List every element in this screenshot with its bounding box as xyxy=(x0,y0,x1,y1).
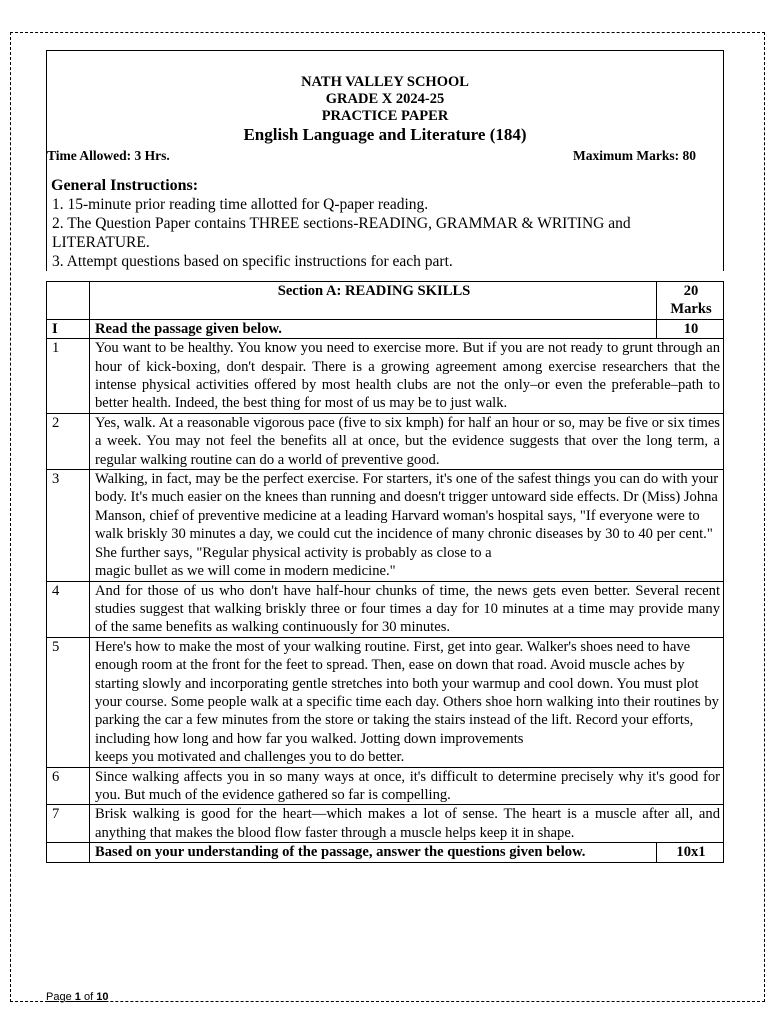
paragraph-text-continued: keeps you motivated and challenges you to do better. xyxy=(95,749,405,766)
question-table xyxy=(46,281,724,863)
paragraph-text: Brisk walking is good for the heart—which makes a lot of sense. The heart is a muscle after all, and anything that makes the blood flow faster through a muscle helps keep it in shape. xyxy=(90,805,724,843)
paragraph-number: 5 xyxy=(47,637,90,767)
page-number: 1 xyxy=(74,991,81,1003)
paragraph-number: 3 xyxy=(47,470,90,581)
paper-type: PRACTICE PAPER xyxy=(321,108,449,124)
question-marks: 10 xyxy=(657,319,724,338)
page-footer xyxy=(46,991,108,1003)
paragraph-cell xyxy=(90,637,724,767)
final-question-row xyxy=(47,843,724,862)
final-question-marks: 10x1 xyxy=(657,843,724,862)
paragraph-number: 7 xyxy=(47,805,90,843)
paragraph-text: Yes, walk. At a reasonable vigorous pace (five to six kmph) for half an hour or so, may be five or six times a week. You may not feel the benefits all at once, but the evidence suggests that over the long term, a regular walking routine can do a world of preventive good. xyxy=(90,413,724,469)
page-word: Page xyxy=(46,991,72,1003)
paragraph-row xyxy=(47,637,724,767)
instruction-item: 1. 15-minute prior reading time allotted for Q-paper reading. xyxy=(52,196,429,213)
of-word: of xyxy=(83,991,94,1003)
maximum-marks: Maximum Marks: 80 xyxy=(573,148,696,163)
paragraph-row xyxy=(47,470,724,581)
paragraph-cell xyxy=(90,470,724,581)
paragraph-text-continued: magic bullet as we will come in modern medicine." xyxy=(95,563,396,580)
time-allowed: Time Allowed: 3 Hrs. xyxy=(47,148,170,163)
paragraph-row xyxy=(47,339,724,414)
paragraph-text: Walking, in fact, may be the perfect exercise. For starters, it's one of the safest things you can do with your body. It's much easier on the knees than running and doesn't trigger untoward side effects. Dr (Miss) Johna Manson, chief of preventive medicine at a leading Harvard woman's hospital says, "If everyone were to walk briskly 30 minutes a day, we could cut the incidence of many chronic diseases by 30 to 40 per cent." She further says, "Regular physical activity is probably as close to a xyxy=(95,471,719,561)
paragraph-text: You want to be healthy. You know you need to exercise more. But if you are not ready to grunt through an hour of kick-boxing, don't despair. There is a growing agreement among exercise researchers that the intense physical activities offered by most health clubs are not the only–or even the preferable–path to better health. Indeed, the best thing for most of us may be to just walk. xyxy=(90,339,724,414)
paper-header xyxy=(46,50,724,271)
paragraph-row xyxy=(47,413,724,469)
question-label: I xyxy=(47,319,90,338)
paragraph-number: 6 xyxy=(47,767,90,805)
grade: GRADE X 2024-25 xyxy=(325,91,445,107)
instruction-item: 2. The Question Paper contains THREE sections-READING, GRAMMAR & WRITING and LITERATURE. xyxy=(52,215,631,251)
section-title: Section A: READING SKILLS xyxy=(90,282,657,320)
instructions-title: General Instructions: xyxy=(51,177,199,194)
section-marks: 20 Marks xyxy=(657,282,724,320)
paragraph-number: 4 xyxy=(47,581,90,637)
subject-title: English Language and Literature (184) xyxy=(243,125,527,144)
paragraph-number: 1 xyxy=(47,339,90,414)
instruction-item: 3. Attempt questions based on specific instructions for each part. xyxy=(52,253,453,270)
question-row xyxy=(47,319,724,338)
school-name: NATH VALLEY SCHOOL xyxy=(301,74,469,90)
paragraph-text: Here's how to make the most of your walking routine. First, get into gear. Walker's shoes need to have enough room at the front for the feet to spread. Then, ease on down that road. Avoid muscle aches by starting slowly and incorporating gentle stretches into both your warmup and cool down. You must plot your course. Some people walk at a specific time each day. Others shoe horn walking into their routines by parking the car a few minutes from the store or taking the stairs instead of the lift. Record your efforts, including how long and how far you walked. Jotting down improvements xyxy=(95,638,719,747)
paragraph-number: 2 xyxy=(47,413,90,469)
final-question-text: Based on your understanding of the passage, answer the questions given below. xyxy=(90,843,657,862)
page-total: 10 xyxy=(96,991,109,1003)
section-header-row xyxy=(47,282,724,320)
general-instructions xyxy=(47,176,723,271)
paragraph-text: Since walking affects you in so many ways at once, it's difficult to determine precisely why it's good for you. But much of the evidence gathered so far is compelling. xyxy=(90,767,724,805)
paragraph-row xyxy=(47,805,724,843)
question-text: Read the passage given below. xyxy=(90,319,657,338)
paragraph-row xyxy=(47,581,724,637)
paragraph-text: And for those of us who don't have half-hour chunks of time, the news gets even better. Several recent studies suggest that walking briskly three or four times a day for 10 minutes at a time may provide many of the same benefits as walking continuously for 30 minutes. xyxy=(90,581,724,637)
paragraph-row xyxy=(47,767,724,805)
